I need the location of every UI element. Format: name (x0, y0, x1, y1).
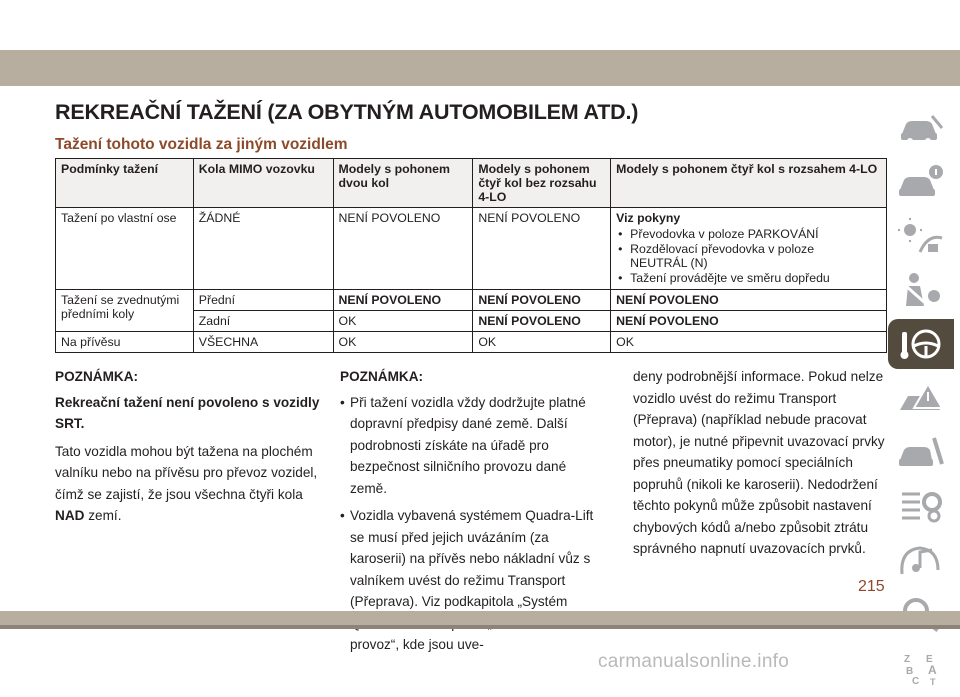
instructions-title: Viz pokyny (616, 211, 681, 225)
section-subheading: Tažení tohoto vozidla za jiným vozidlem (55, 136, 348, 153)
list-item: • Převodovka v poloze PARKOVÁNÍ (616, 227, 881, 241)
table-cell: Přední (193, 290, 333, 311)
tab-specifications[interactable] (888, 481, 954, 531)
table-cell: OK (473, 332, 611, 353)
text-column-3 (633, 366, 887, 566)
table-cell: NENÍ POVOLENO (473, 208, 611, 290)
tab-index[interactable] (888, 643, 954, 693)
svg-text:A: A (928, 663, 937, 677)
alphabet-index-icon (898, 650, 944, 686)
table-header: Modely s pohonem dvou kol (333, 159, 473, 208)
instructions-list (616, 227, 881, 285)
checklist-gear-icon (898, 488, 944, 524)
note-title: POZNÁMKA: (340, 369, 424, 384)
table-header-row (56, 159, 887, 208)
tab-car-info[interactable] (888, 157, 954, 207)
table-cell: OK (611, 332, 887, 353)
cell-value: NENÍ POVOLENO (478, 314, 581, 328)
page-heading: REKREAČNÍ TAŽENÍ (ZA OBYTNÝM AUTOMOBILEM ATD.) (55, 100, 639, 124)
towing-table (55, 158, 887, 353)
table-cell: OK (333, 332, 473, 353)
cell-value: NENÍ POVOLENO (338, 293, 442, 307)
steering-wheel-key-icon (898, 326, 944, 362)
table-cell (611, 311, 887, 332)
seatbelt-icon (898, 272, 944, 308)
table-cell (333, 290, 473, 311)
warning-car-icon (898, 380, 944, 416)
table-cell (473, 290, 611, 311)
tab-dashboard[interactable] (888, 211, 954, 261)
music-phone-icon (898, 542, 944, 578)
table-cell: ŽÁDNÉ (193, 208, 333, 290)
note-title: POZNÁMKA: (55, 369, 139, 384)
car-wrench-icon (898, 434, 944, 470)
cell-value: NENÍ POVOLENO (616, 293, 719, 307)
note-text-part: zemí. (88, 508, 122, 523)
continuation-text: deny podrobnější informace. Pokud nelze vozidlo uvést do režimu Transport (Přeprava) (například nebude pracovat motor), je nutné připevnit uvazovací prvky přes pneumatiky pomocí speciálních popruhů (nikoli ke karoserii). Nedodržení těchto pokynů může způsobit nastavení chybových kódů a/nebo způsobit ztrátu správného napnutí uvazovacích prvků. (633, 369, 885, 556)
table-cell: Tažení se zvednutými předními koly (56, 290, 194, 332)
car-magnifier-icon (898, 110, 944, 146)
tab-maintenance[interactable] (888, 427, 954, 477)
table-header: Kola MIMO vozovku (193, 159, 333, 208)
note-column-1 (55, 366, 323, 533)
svg-text:T: T (930, 677, 936, 686)
tab-starting-operating[interactable] (888, 319, 954, 369)
chapter-tabs (888, 103, 960, 697)
cell-value: NENÍ POVOLENO (478, 293, 581, 307)
watermark: carmanualsonline.info (598, 651, 790, 672)
table-row (56, 332, 887, 353)
tab-car-overview[interactable] (888, 103, 954, 153)
table-cell: Zadní (193, 311, 333, 332)
svg-text:B: B (906, 666, 914, 677)
table-cell (611, 290, 887, 311)
cell-value: NENÍ POVOLENO (616, 314, 719, 328)
table-header: Modely s pohonem čtyř kol bez rozsahu 4-LO (473, 159, 611, 208)
note-text (55, 441, 323, 527)
note-text-part: Tato vozidla mohou být tažena na plochém valníku nebo na přívěsu pro převoz vozidel, čímž se zajistí, že jsou všechna čtyři kola (55, 443, 318, 502)
tab-multimedia[interactable] (888, 535, 954, 585)
table-row (56, 290, 887, 311)
table-cell (473, 311, 611, 332)
svg-text:E: E (926, 654, 933, 665)
tab-safety[interactable] (888, 265, 954, 315)
tab-emergency[interactable] (888, 373, 954, 423)
table-header: Modely s pohonem čtyř kol s rozsahem 4-LO (611, 159, 887, 208)
table-row (56, 208, 887, 290)
car-info-icon (898, 164, 944, 200)
top-band (0, 50, 960, 86)
table-cell-instructions (611, 208, 887, 290)
table-cell: OK (333, 311, 473, 332)
list-item: • Při tažení vozidla vždy dodržujte platné dopravní předpisy dané země. Další podrobnosti získáte na úřadě pro bezpečnost silničního provozu dané země. (340, 392, 602, 500)
note-text-bold: NAD (55, 508, 85, 523)
page-number: 215 (858, 578, 885, 595)
table-cell: Tažení po vlastní ose (56, 208, 194, 290)
list-item: • Vozidla vybavená systémem Quadra-Lift se musí před jejich uvázáním (za karoserii) na přívěs nebo nákladní vůz s valníkem uvést do režimu Transport (Přeprava). Viz podkapitola „Systém provoz“, kde jsou uve- (340, 505, 602, 656)
table-cell: VŠECHNA (193, 332, 333, 353)
table-header: Podmínky tažení (56, 159, 194, 208)
bottom-band-dark (0, 625, 960, 629)
list-item: • Rozdělovací převodovka v poloze NEUTRÁL (N) (616, 242, 820, 270)
svg-text:Z: Z (904, 654, 911, 665)
note-bold-text: Rekreační tažení není povoleno s vozidly SRT. (55, 394, 320, 431)
table-cell: Na přívěsu (56, 332, 194, 353)
svg-text:C: C (912, 676, 920, 686)
dashboard-lights-icon (898, 218, 944, 254)
list-item: • Tažení provádějte ve směru dopředu (616, 271, 881, 285)
bottom-band (0, 611, 960, 625)
table-cell: NENÍ POVOLENO (333, 208, 473, 290)
